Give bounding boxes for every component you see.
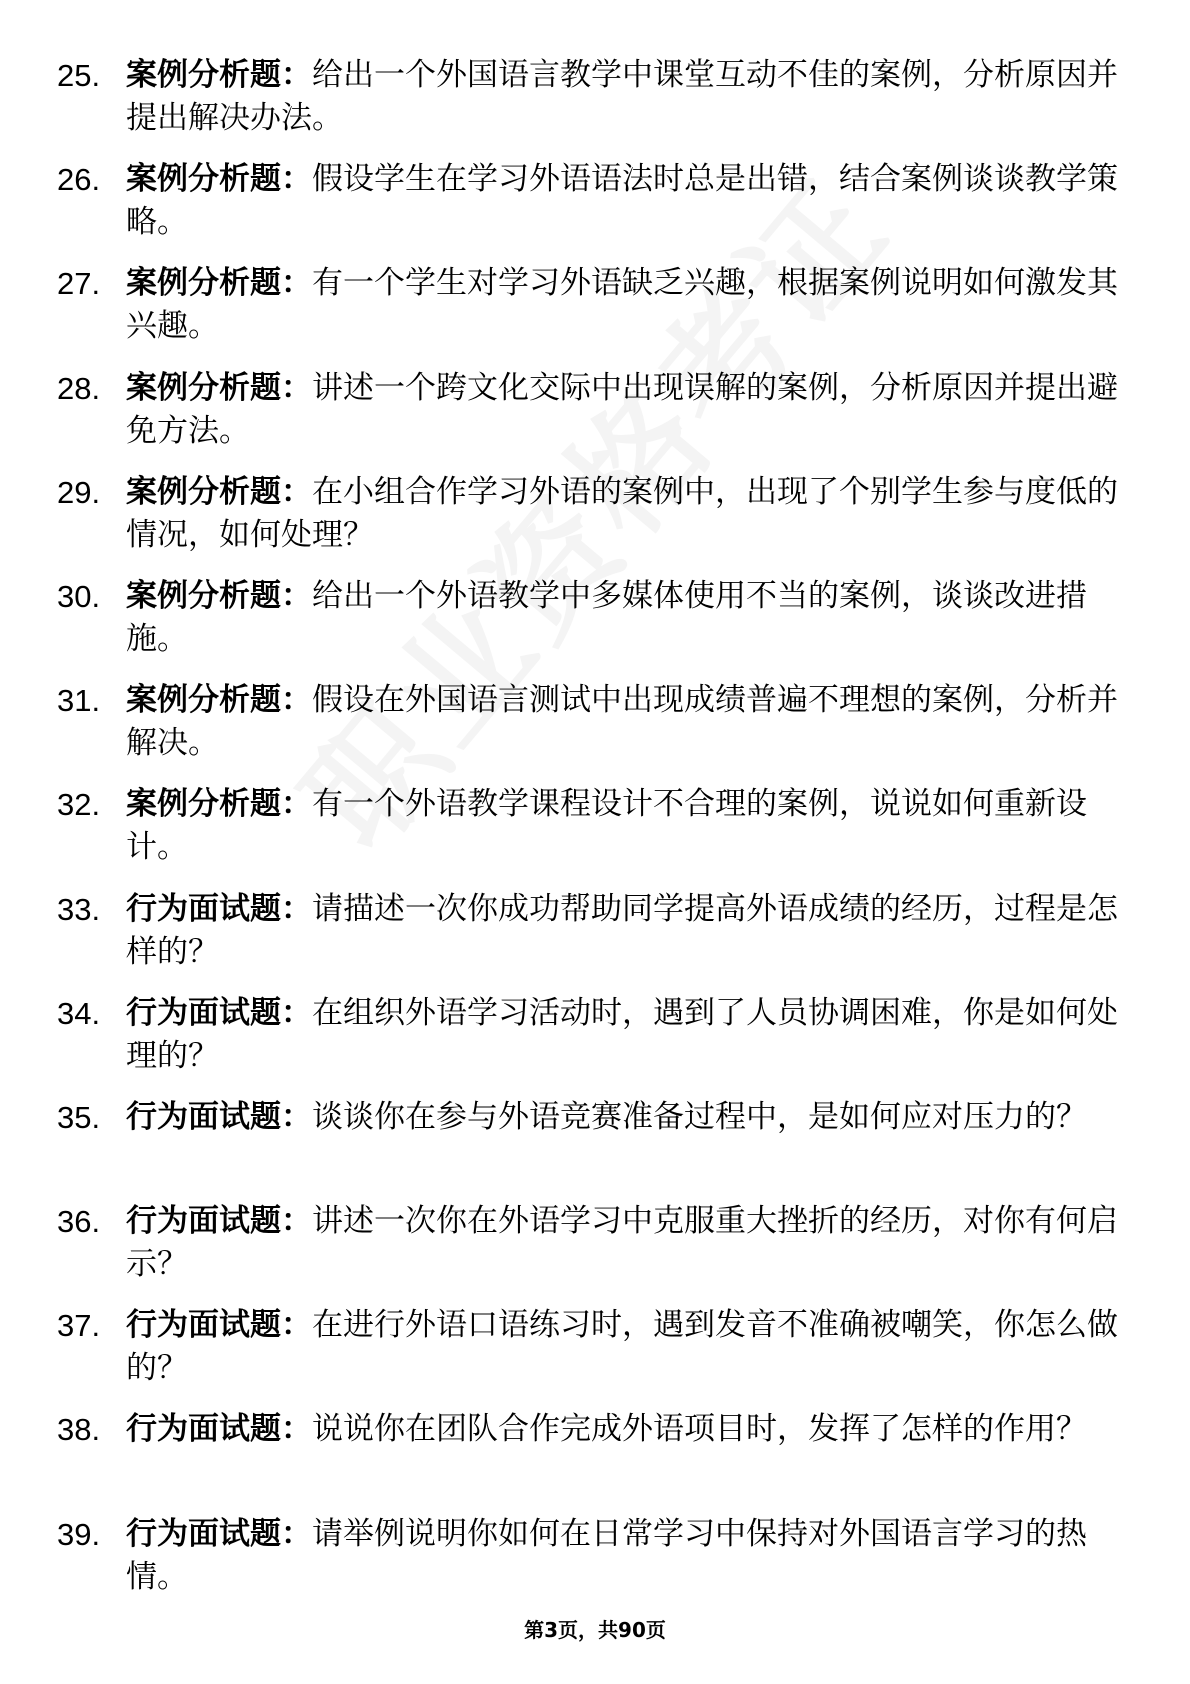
question-type: 行为面试题：: [126, 994, 312, 1031]
question-number: 37.: [57, 1308, 101, 1344]
question-number: 27.: [57, 266, 101, 302]
question-number: 31.: [57, 683, 101, 719]
question-number: 38.: [57, 1412, 101, 1448]
question-item: [0, 158, 1190, 262]
question-number: 39.: [57, 1516, 101, 1552]
question-item: [0, 367, 1190, 471]
question-list: [0, 54, 1190, 1617]
question-body: 请描述一次你成功帮助同学提高外语成绩的经历，过程是怎样的？: [126, 890, 1118, 970]
question-item: [0, 1096, 1190, 1200]
question-number: 25.: [57, 58, 101, 93]
question-item: [0, 992, 1190, 1096]
question-number: 29.: [57, 474, 101, 510]
question-text: [126, 158, 1126, 244]
question-type: 案例分析题：: [126, 265, 312, 302]
question-body: 有一个学生对学习外语缺乏兴趣，根据案例说明如何激发其兴趣。: [126, 265, 1118, 345]
question-type: 行为面试题：: [126, 1515, 312, 1552]
question-item: [0, 54, 1190, 158]
question-number: 34.: [57, 995, 101, 1031]
question-text: [126, 262, 1126, 348]
question-body: 讲述一个跨文化交际中出现误解的案例，分析原因并提出避免方法。: [126, 369, 1118, 449]
question-text: [126, 471, 1126, 557]
question-number: 30.: [57, 578, 101, 614]
question-type: 案例分析题：: [126, 473, 312, 510]
question-type: 案例分析题：: [126, 682, 312, 719]
page-footer: 第3页，共90页: [524, 1618, 666, 1642]
question-number: 35.: [57, 1099, 101, 1135]
question-item: [0, 575, 1190, 679]
question-body: 给出一个外语教学中多媒体使用不当的案例，谈谈改进措施。: [126, 577, 1087, 657]
question-body: 假设在外国语言测试中出现成绩普遍不理想的案例，分析并解决。: [126, 682, 1118, 762]
question-number: 26.: [57, 162, 101, 198]
question-body: 给出一个外国语言教学中课堂互动不佳的案例，分析原因并提出解决办法。: [126, 57, 1118, 136]
question-type: 行为面试题：: [126, 1411, 312, 1448]
question-body: 谈谈你在参与外语竞赛准备过程中，是如何应对压力的？: [312, 1098, 1087, 1135]
question-type: 行为面试题：: [126, 1203, 312, 1240]
question-number: 28.: [57, 370, 101, 406]
question-type: 行为面试题：: [126, 1307, 312, 1344]
question-item: [0, 471, 1190, 575]
question-text: [126, 367, 1126, 453]
question-item: [0, 783, 1190, 887]
question-text: [126, 54, 1126, 140]
question-item: [0, 262, 1190, 366]
question-type: 行为面试题：: [126, 890, 312, 927]
question-type: 案例分析题：: [126, 369, 312, 406]
question-item: [0, 1408, 1190, 1512]
question-type: 案例分析题：: [126, 786, 312, 823]
question-type: 案例分析题：: [126, 57, 312, 93]
question-text: [126, 1096, 1126, 1139]
question-body: 请举例说明你如何在日常学习中保持对外国语言学习的热情。: [126, 1515, 1087, 1595]
question-body: 在组织外语学习活动时，遇到了人员协调困难，你是如何处理的？: [126, 994, 1118, 1074]
question-item: [0, 1304, 1190, 1408]
question-body: 有一个外语教学课程设计不合理的案例，说说如何重新设计。: [126, 786, 1087, 866]
question-item: [0, 888, 1190, 992]
question-body: 讲述一次你在外语学习中克服重大挫折的经历，对你有何启示？: [126, 1203, 1118, 1283]
question-text: [126, 888, 1126, 974]
question-text: [126, 783, 1126, 869]
question-item: [0, 1200, 1190, 1304]
question-item: [0, 679, 1190, 783]
question-body: 在小组合作学习外语的案例中，出现了个别学生参与度低的情况，如何处理？: [126, 473, 1118, 553]
question-number: 33.: [57, 891, 101, 927]
question-text: [126, 679, 1126, 765]
question-type: 行为面试题：: [126, 1098, 312, 1135]
question-body: 假设学生在学习外语语法时总是出错，结合案例谈谈教学策略。: [126, 161, 1118, 241]
question-number: 32.: [57, 787, 101, 823]
question-text: [126, 1200, 1126, 1286]
question-text: [126, 1304, 1126, 1390]
question-text: [126, 1408, 1126, 1451]
question-item: [0, 1513, 1190, 1617]
question-body: 说说你在团队合作完成外语项目时，发挥了怎样的作用？: [312, 1411, 1087, 1448]
question-text: [126, 1513, 1126, 1599]
question-type: 案例分析题：: [126, 161, 312, 198]
question-body: 在进行外语口语练习时，遇到发音不准确被嘲笑，你怎么做的？: [126, 1307, 1118, 1387]
question-type: 案例分析题：: [126, 577, 312, 614]
question-text: [126, 575, 1126, 661]
question-text: [126, 992, 1126, 1078]
question-number: 36.: [57, 1204, 101, 1240]
